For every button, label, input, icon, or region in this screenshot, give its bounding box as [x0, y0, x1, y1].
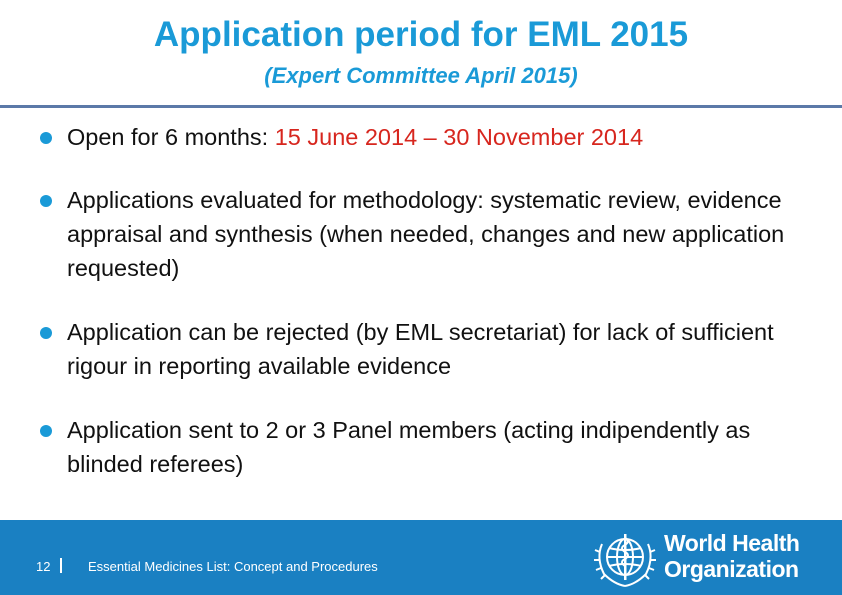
- bullet-icon: [40, 425, 52, 437]
- slide-title: Application period for EML 2015: [153, 15, 689, 54]
- bullet-item: [40, 315, 800, 383]
- footer-caption: Essential Medicines List: Concept and Procedures: [88, 559, 378, 574]
- bullet-icon: [40, 327, 52, 339]
- title-divider: [0, 105, 842, 108]
- who-emblem-icon: [590, 524, 660, 590]
- bullet-text: [67, 120, 800, 154]
- slide-subtitle: (Expert Committee April 2015): [264, 63, 578, 88]
- page-number-separator: [60, 558, 62, 573]
- bullet-text-dates: 15 June 2014 – 30 November 2014: [274, 124, 644, 150]
- bullet-text: Application can be rejected (by EML secretariat) for lack of sufficient rigour in reporting available evidence: [67, 319, 774, 379]
- who-logo-line1: World Health: [664, 530, 800, 556]
- bullet-item: [40, 120, 800, 154]
- bullet-item: [40, 183, 800, 285]
- footer-bar: [0, 520, 842, 595]
- bullet-icon: [40, 132, 52, 144]
- who-logo: [590, 524, 810, 590]
- bullet-text: Application sent to 2 or 3 Panel members (acting indipendently as blinded referees): [67, 417, 751, 477]
- bullet-text: Applications evaluated for methodology: systematic review, evidence appraisal and synthesis (when needed, changes and new application requested): [67, 187, 785, 281]
- bullet-item: [40, 413, 800, 481]
- page-number: 12: [36, 559, 51, 574]
- bullet-icon: [40, 195, 52, 207]
- bullet-text-plain: Open for 6 months:: [67, 124, 275, 150]
- who-logo-line2: Organization: [664, 556, 799, 582]
